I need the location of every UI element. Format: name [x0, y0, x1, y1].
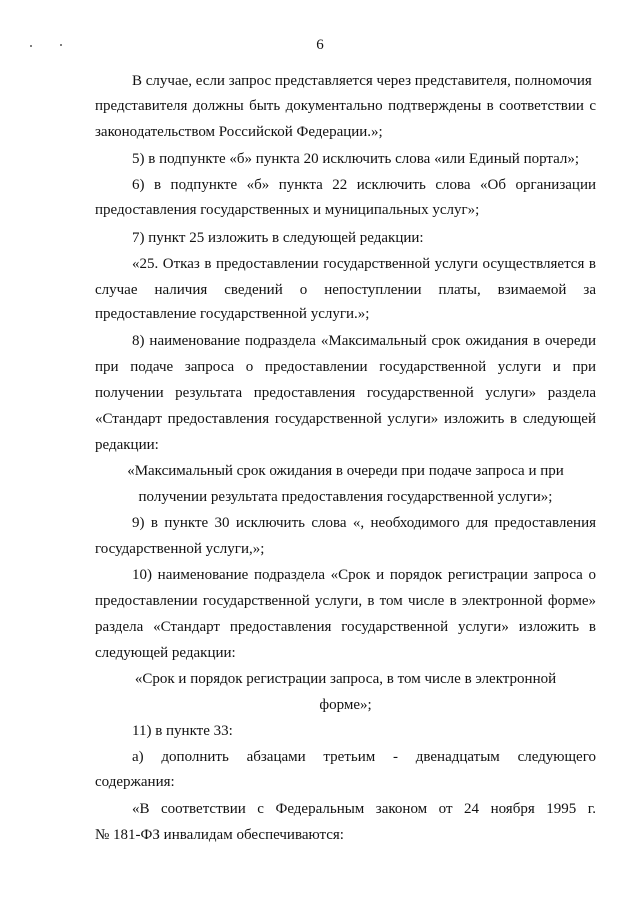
text-line: 11) в пункте 33:	[132, 723, 233, 739]
text-line: предоставление государственной услуги.»;	[95, 306, 370, 322]
text-line: «Срок и порядок регистрации запроса, в том числе в электронной	[134, 671, 557, 687]
text-line: получении результата предоставления государственной услуги» раздела	[95, 385, 596, 401]
text-line: 6) в подпункте «б» пункта 22 исключить слова «Об организации	[132, 177, 596, 193]
scan-artifact	[60, 44, 62, 46]
text-line: «Стандарт предоставления государственной услуги» изложить в следующей	[95, 411, 596, 427]
text-line: содержания:	[95, 774, 175, 790]
text-line: случае наличия сведений о непоступлении платы, взимаемой за	[95, 282, 596, 298]
scan-artifact	[30, 45, 32, 47]
text-line: законодательством Российской Федерации.»;	[95, 124, 383, 140]
text-line: а) дополнить абзацами третьим - двенадцатым следующего	[132, 749, 596, 765]
text-line: при подаче запроса о предоставлении государственной услуги и при	[95, 359, 596, 375]
text-line: «В соответствии с Федеральным законом от 24 ноября 1995 г.	[132, 801, 596, 817]
text-line: раздела «Стандарт предоставления государственной услуги» изложить в	[95, 619, 596, 635]
page-number: 6	[316, 37, 324, 53]
text-line: 5) в подпункте «б» пункта 20 исключить слова «или Единый портал»;	[132, 151, 580, 167]
text-line: получении результата предоставления государственной услуги»;	[138, 489, 553, 505]
text-line: форме»;	[319, 697, 372, 713]
text-line: предоставлении государственной услуги, в том числе в электронной форме»	[95, 593, 596, 609]
text-line: 8) наименование подраздела «Максимальный срок ожидания в очереди	[132, 333, 596, 349]
text-line: 10) наименование подраздела «Срок и порядок регистрации запроса о	[132, 567, 596, 583]
text-line: 9) в пункте 30 исключить слова «, необходимого для предоставления	[132, 515, 596, 531]
text-line: представителя должны быть документально подтверждены в соответствии с	[95, 98, 596, 114]
text-line: В случае, если запрос представляется через представителя, полномочия	[132, 73, 592, 89]
text-line: предоставления государственных и муниципальных услуг»;	[95, 202, 480, 218]
text-line: «25. Отказ в предоставлении государственной услуги осуществляется в	[132, 256, 596, 272]
text-line: 7) пункт 25 изложить в следующей редакции:	[132, 230, 424, 246]
text-line: следующей редакции:	[95, 645, 236, 661]
text-line: редакции:	[95, 437, 159, 453]
text-line: государственной услуги,»;	[95, 541, 265, 557]
text-line: № 181-ФЗ инвалидам обеспечиваются:	[95, 827, 344, 843]
text-line: «Максимальный срок ожидания в очереди при подаче запроса и при	[127, 463, 564, 479]
